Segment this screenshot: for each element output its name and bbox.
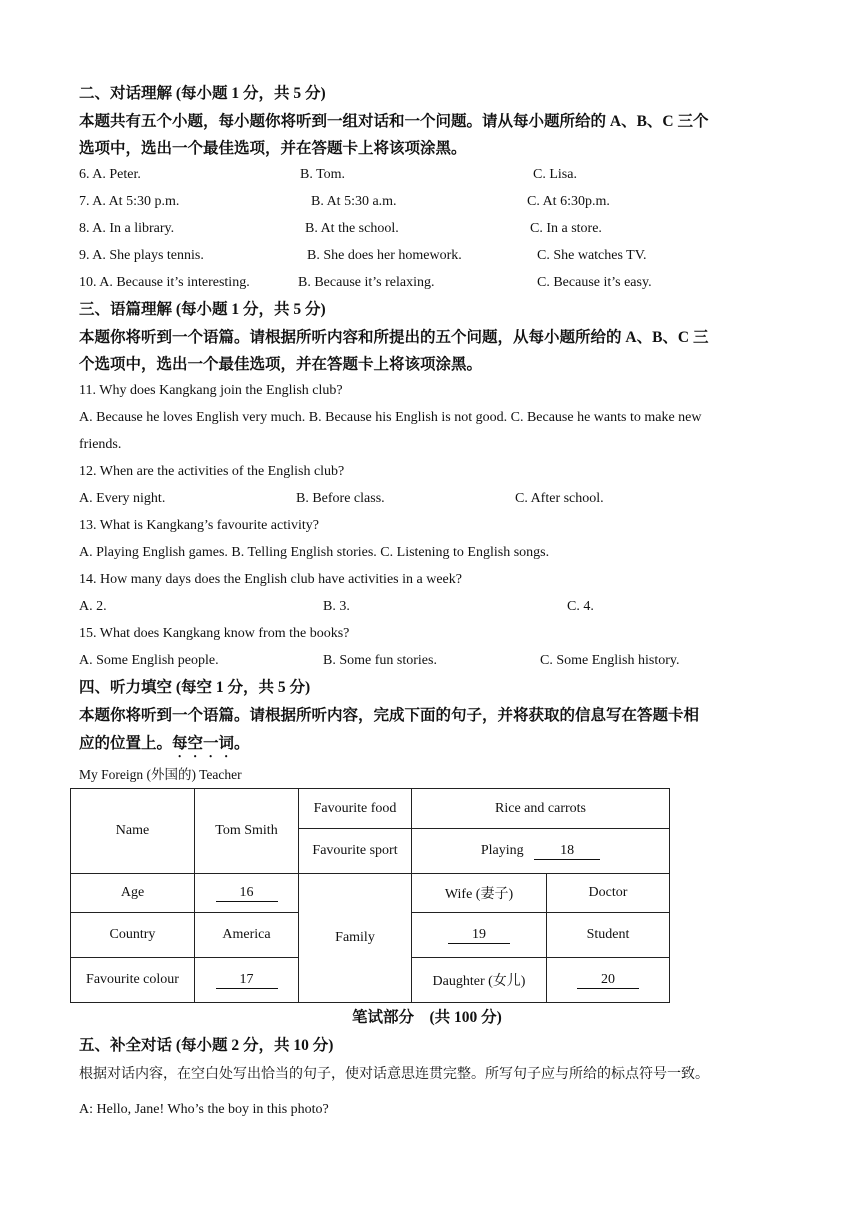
sport-label: Favourite sport [299,829,412,874]
colour-value [195,958,299,1003]
family-label: Family [299,874,412,1003]
q14-option-a: A. 2. [79,599,107,614]
q9-option-a: 9. A. She plays tennis. [79,248,204,263]
q12-text: 12. When are the activities of the English club? [79,464,345,479]
q7-option-c: C. At 6:30p.m. [527,194,610,209]
section-4-instructions-line2 [79,735,250,761]
section-4-instructions-line1: 本题你将听到一个语篇。请根据所听内容，完成下面的句子，并将获取的信息写在答题卡相 [79,707,700,724]
written-part-title: 笔试部分 (共 100 分) [352,1009,502,1026]
instr-end: 。 [234,735,250,752]
q14-text: 14. How many days does the English club have activities in a week? [79,572,462,587]
name-value: Tom Smith [195,789,299,874]
q13-options: A. Playing English games. B. Telling English stories. C. Listening to English songs. [79,545,550,560]
section-5-title: 五、补全对话 (每小题 2 分，共 10 分) [79,1037,334,1054]
blank-20[interactable]: 20 [577,972,639,989]
table-caption: My Foreign (外国的) Teacher [79,767,242,782]
wife-value: Doctor [547,874,670,913]
q8-option-c: C. In a store. [530,221,602,236]
q13-text: 13. What is Kangkang’s favourite activity? [79,518,320,533]
teacher-info-table [70,788,670,1003]
q7-option-b: B. At 5:30 a.m. [311,194,397,209]
blank-16[interactable]: 16 [216,885,278,902]
student-value: Student [547,913,670,958]
sport-prefix: Playing [480,842,524,858]
q6-option-a: 6. A. Peter. [79,167,141,182]
q6-option-c: C. Lisa. [533,167,577,182]
q11-options-cont: friends. [79,437,122,452]
q12-option-c: C. After school. [515,491,604,506]
q8-option-a: 8. A. In a library. [79,221,175,236]
blank-17[interactable]: 17 [216,972,278,989]
q14-option-c: C. 4. [567,599,594,614]
daughter-label: Daughter (女儿) [412,958,547,1003]
q12-option-a: A. Every night. [79,491,166,506]
q15-text: 15. What does Kangkang know from the books? [79,626,350,641]
blank-18[interactable]: 18 [534,843,600,860]
country-label: Country [71,913,195,958]
q10-option-b: B. Because it’s relaxing. [298,275,435,290]
q15-option-c: C. Some English history. [540,653,680,668]
family-member-blank [412,913,547,958]
q6-option-b: B. Tom. [300,167,346,182]
section-2-title: 二、对话理解 (每小题 1 分，共 5 分) [79,85,326,102]
daughter-value [547,958,670,1003]
section-3-title: 三、语篇理解 (每小题 1 分，共 5 分) [79,301,326,318]
age-value [195,874,299,913]
instr-text: 应的位置上。 [79,735,173,752]
emphasis-dotted: 每空一词 [172,735,235,752]
q9-option-b: B. She does her homework. [307,248,462,263]
q10-option-a: 10. A. Because it’s interesting. [79,275,250,290]
wife-label: Wife (妻子) [412,874,547,913]
q15-option-a: A. Some English people. [79,653,219,668]
section-2-instructions-line2: 选项中，选出一个最佳选项，并在答题卡上将该项涂黑。 [79,140,467,157]
country-value: America [195,913,299,958]
q11-text: 11. Why does Kangkang join the English club? [79,383,343,398]
sport-value [412,829,670,874]
name-label: Name [71,789,195,874]
section-3-instructions-line2: 个选项中，选出一个最佳选项，并在答题卡上将该项涂黑。 [79,356,483,373]
q9-option-c: C. She watches TV. [537,248,647,263]
food-label: Favourite food [299,789,412,829]
q12-option-b: B. Before class. [296,491,385,506]
dialogue-line-1: A: Hello, Jane! Who’s the boy in this photo? [79,1102,329,1117]
blank-19[interactable]: 19 [448,927,510,944]
q11-options: A. Because he loves English very much. B. Because his English is not good. C. Because he wants to make new [79,410,702,425]
colour-label: Favourite colour [71,958,195,1003]
q14-option-b: B. 3. [323,599,350,614]
q10-option-c: C. Because it’s easy. [537,275,652,290]
food-value: Rice and carrots [412,789,670,829]
section-5-instructions: 根据对话内容，在空白处写出恰当的句子，使对话意思连贯完整。所写句子应与所给的标点符号一致。 [79,1067,709,1082]
section-3-instructions-line1: 本题你将听到一个语篇。请根据所听内容和所提出的五个问题，从每小题所给的 A、B、C 三 [79,329,709,346]
q8-option-b: B. At the school. [305,221,399,236]
section-4-title: 四、听力填空 (每空 1 分，共 5 分) [79,679,311,696]
q15-option-b: B. Some fun stories. [323,653,437,668]
age-label: Age [71,874,195,913]
q7-option-a: 7. A. At 5:30 p.m. [79,194,180,209]
section-2-instructions-line1: 本题共有五个小题，每小题你将听到一组对话和一个问题。请从每小题所给的 A、B、C 三个 [79,113,709,130]
